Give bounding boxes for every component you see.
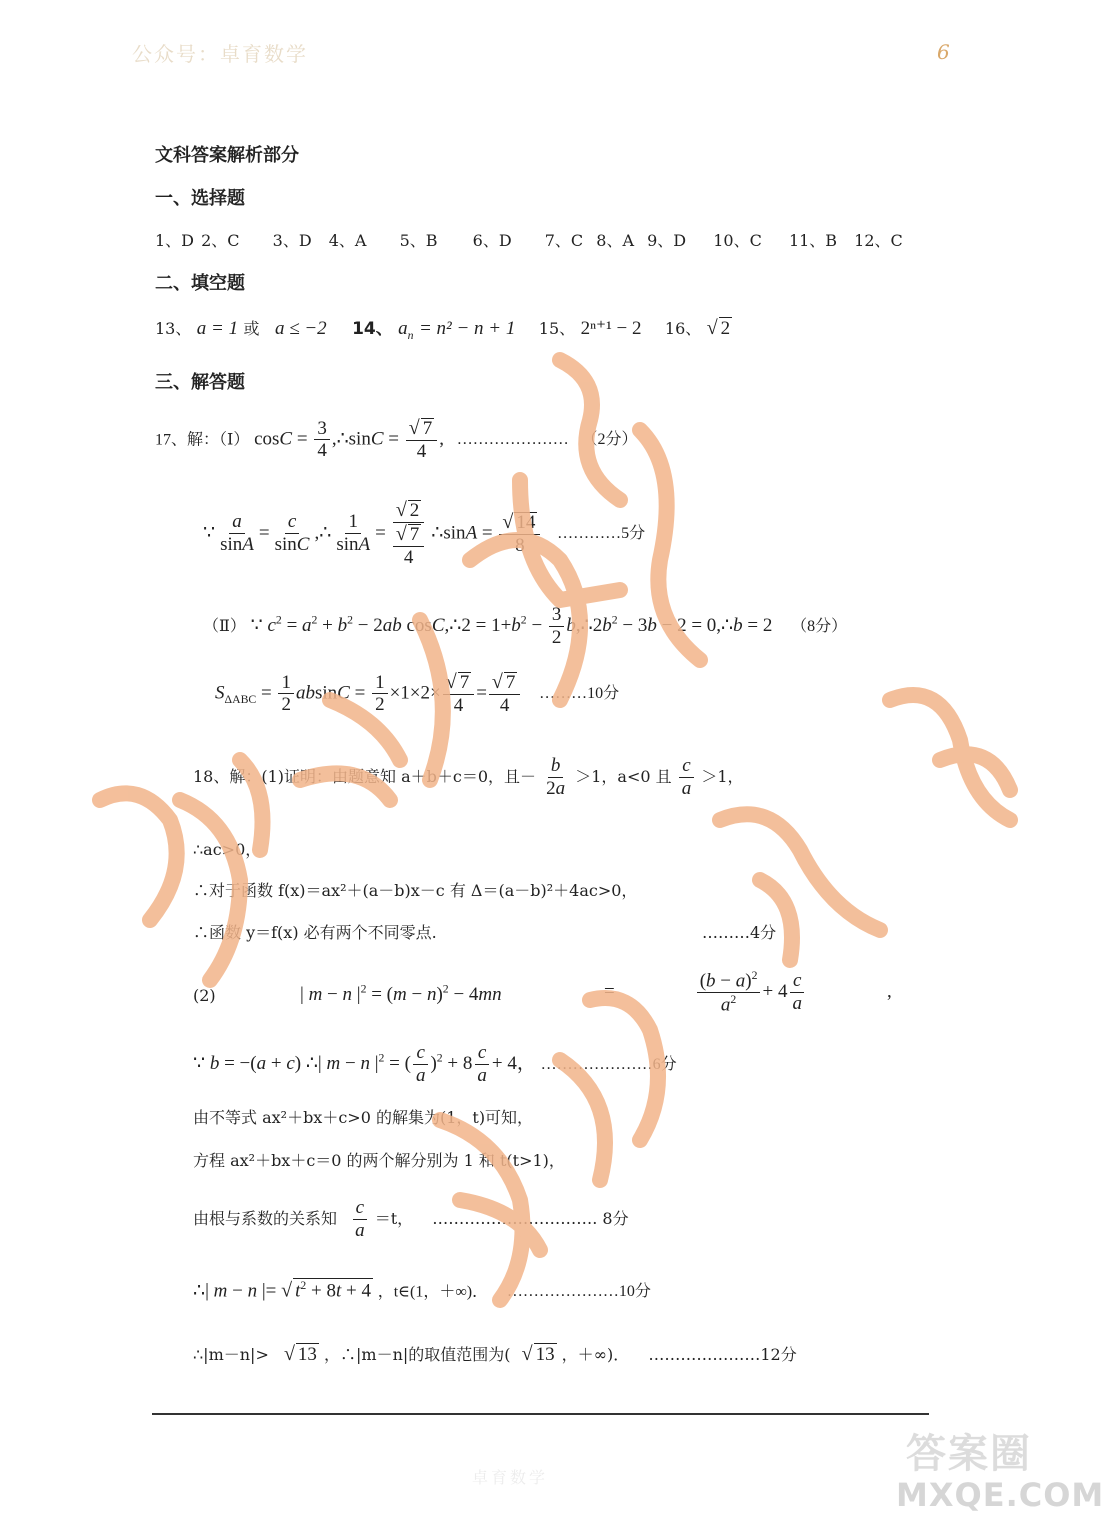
page-number: 6: [937, 40, 950, 64]
q14-expr: = n² − n + 1: [418, 318, 516, 339]
q17-score1: （2分）: [581, 431, 638, 449]
section3-heading: 三、解答题: [155, 372, 245, 393]
answer-11: 11、B: [788, 231, 838, 250]
q13-a: a = 1: [196, 318, 239, 339]
q18-line10-a: ∴|m－n|>: [193, 1345, 269, 1364]
q17-label: 17、解：（Ⅰ）: [155, 431, 250, 449]
q17-score4: ………10分: [539, 685, 620, 703]
q18-line10-c: ，＋∞)．: [561, 1345, 630, 1364]
fill-answers: [155, 314, 732, 343]
q18-line5: ∵ b = −(a + c) ∴| m − n $|^2$ = ( $\frac{c}{a}$ )$^2$ + 8 $\frac{c}{a}$ + 4， …………………6分: [193, 1042, 677, 1086]
header-source: 公众号：卓育数学: [132, 42, 308, 66]
answer-9: 9、D: [647, 231, 687, 250]
q18-line1-b: ＞1，a<0 且: [575, 766, 672, 786]
q18-part2-label: (2): [193, 986, 216, 1005]
logo-line2: MXQE.COM: [896, 1476, 1104, 1514]
q17-score3: （8分）: [791, 617, 848, 635]
q17-score2: …………5分: [557, 525, 646, 543]
q18-score4: ………4分: [702, 923, 777, 942]
q16-label: 16、: [664, 319, 702, 338]
q17-line2: ∵ $\frac{a}{\sin A}$ = $\frac{c}{\sin C}$ ,∴ $\frac{1}{\sin A}$ = $\frac{√ 2}{\frac{√ 7}{4}}$ ∴sinA = $\frac{√ 14}{8}$ …………5分: [203, 499, 646, 568]
q18-line9: ∴| m − n |= √ $t^2 + 8t + 4$ ，t∈(1，＋∞)． …………………10分: [193, 1279, 651, 1302]
answer-2: 2、C: [201, 231, 240, 250]
answer-1: 1、D: [155, 231, 195, 250]
q18-line10-b: ，∴|m－n|的取值范围为(: [324, 1345, 511, 1364]
q16-sqrt: √ 2: [706, 317, 731, 339]
q16-radicand: 2: [720, 318, 731, 339]
q18-score10: …………………10分: [506, 1283, 651, 1301]
mxqe-logo: [880, 1420, 1104, 1520]
q17-line3: （Ⅱ） ∵ $c^2 = a^2 + b^2 - 2ab$ cosC,∴2 = $1+b^2$ − $\frac{3}{2}$ $b,\therefore 2b^2 - 3b - 2$ = 0,∴b = 2 （8分）: [203, 604, 848, 648]
section1-heading: 一、选择题: [155, 188, 245, 209]
q14-an: $a_n$: [398, 318, 414, 342]
q18-part2-rhs: = $\frac{(b - a)^2}{a^2}$ + 4 $\frac{c}{a}$ ,: [604, 969, 892, 1016]
answer-10: 10、C: [713, 231, 762, 250]
answer-7: 7、C: [544, 231, 584, 250]
answer-6: 6、D: [472, 231, 512, 250]
q18-part2-lhs: | m − n $|^2 = (m - n)^2 - 4mn$: [300, 983, 502, 1006]
q13-or: 或: [243, 319, 260, 338]
q17-dots1: …………………: [456, 431, 569, 449]
q18-line9-tail: ，t∈(1，＋∞)．: [377, 1283, 489, 1301]
answer-4: 4、A: [328, 231, 367, 250]
q18-line1: 18、解：(1)证明：由题意知 a＋b＋c＝0，且－ $\frac{b}{2a}$ ＞1，a<0 且 $\frac{c}{a}$ ＞1，: [193, 755, 744, 799]
q15-label: 15、: [538, 319, 576, 338]
q18-line10: ∴|m－n|> √ 13 ，∴|m－n|的取值范围为( √ 13 ，＋∞)． …………………12分: [193, 1343, 797, 1365]
page-title: 文科答案解析部分: [155, 145, 299, 166]
footer-text: 卓育数学: [472, 1468, 549, 1487]
q14-label: 14、: [352, 319, 393, 339]
q13-b: a ≤ −2: [274, 318, 327, 339]
q13-label: 13、: [155, 319, 192, 338]
q18-line6: 由不等式 ax²＋bx＋c>0 的解集为(1，t)可知，: [193, 1108, 534, 1127]
q18-line1-a: 18、解：(1)证明：由题意知 a＋b＋c＝0，且－: [193, 766, 537, 786]
q18-score6: …………………6分: [540, 1055, 677, 1073]
q17-line4: $S_{\Delta ABC}$ = $\frac{1}{2}$ absinC = $\frac{1}{2}$ ×1×2× $\frac{√ 7}{4}$ = $\frac{√ 7}{4}$ ………10分: [215, 671, 620, 716]
answer-12: 12、C: [854, 231, 903, 250]
q17-part2-label: （Ⅱ）: [203, 617, 246, 635]
q18-line2: ∴ac>0，: [193, 840, 262, 859]
choice-answers: [155, 228, 903, 251]
answer-8: 8、A: [596, 231, 635, 250]
q18-line8-a: 由根与系数的关系知: [193, 1208, 338, 1228]
q18-line3: ∴对于函数 f(x)＝ax²＋(a－b)x－c 有 Δ＝(a－b)²＋4ac>0，: [193, 881, 638, 900]
q18-line4: ∴函数 y＝f(x) 必有两个不同零点.: [193, 923, 437, 942]
q18-line8-b: ＝t，: [374, 1208, 414, 1228]
q18-score12: …………………12分: [648, 1345, 797, 1364]
q18-line8: 由根与系数的关系知 $\frac{c}{a}$ ＝t， …………………………. 8分: [193, 1197, 629, 1241]
q18-line1-c: ＞1，: [701, 766, 744, 786]
q17-line1: 17、解：（Ⅰ） cosC = $\frac{3}{4}$ ,∴sinC = $\frac{√ 7}{4}$ , ………………… （2分）: [155, 417, 638, 462]
footer-rule: [152, 1413, 929, 1415]
logo-line1: 答案圈: [906, 1431, 1032, 1477]
section2-heading: 二、填空题: [155, 273, 245, 294]
q15-expr: 2ⁿ⁺¹ − 2: [580, 318, 642, 339]
q18-line7: 方程 ax²＋bx＋c＝0 的两个解分别为 1 和 t(t>1)，: [193, 1151, 565, 1170]
answer-3: 3、D: [272, 231, 312, 250]
answer-5: 5、B: [399, 231, 438, 250]
q18-score8: …………………………. 8分: [432, 1208, 629, 1228]
